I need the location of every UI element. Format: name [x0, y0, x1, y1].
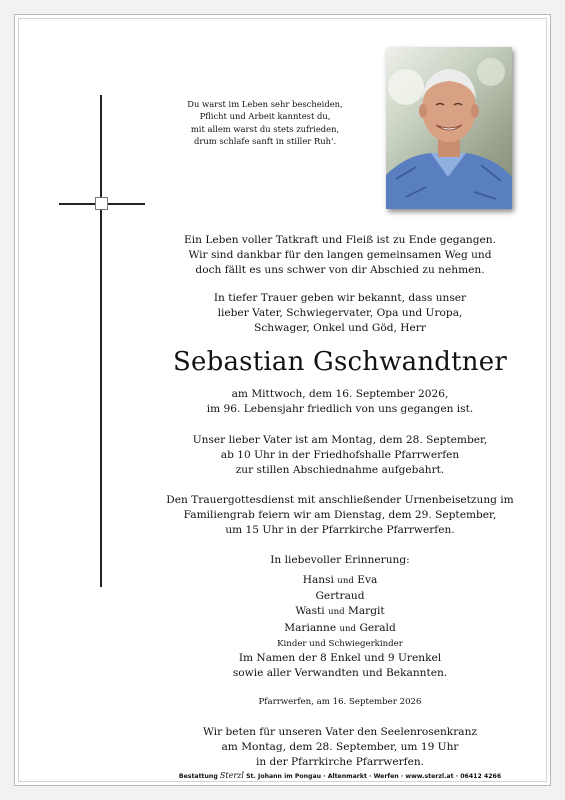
family-name: Hansi	[302, 574, 334, 586]
viewing-notice	[155, 433, 525, 479]
funeral-line: Den Trauergottesdienst mit anschließender Urnenbeisetzung im	[166, 494, 514, 506]
announcement-line: In tiefer Trauer geben wir bekannt, dass unser	[213, 292, 467, 304]
family-name: Eva	[357, 574, 378, 586]
footer-prefix: Bestattung	[178, 773, 218, 780]
announcement-text	[155, 291, 525, 337]
funeral-home-logo: Sterzl	[219, 771, 244, 780]
verse-line: drum schlafe sanft in stiller Ruh'.	[193, 136, 337, 147]
rosary-line: am Montag, dem 28. September, um 19 Uhr	[221, 741, 459, 754]
intro-line: Wir sind dankbar für den langen gemeinsamen Weg und	[188, 249, 492, 262]
obituary-page	[14, 14, 551, 786]
viewing-line: ab 10 Uhr in der Friedhofshalle Pfarrwerfen	[220, 449, 460, 462]
family-row-2: Gertraud	[315, 590, 365, 603]
death-line: im 96. Lebensjahr friedlich von uns gegangen ist.	[206, 403, 474, 416]
intro-text	[155, 233, 525, 279]
verse-line: mit allem warst du stets zufrieden,	[190, 123, 340, 134]
rosary-line: Wir beten für unseren Vater den Seelenrosenkranz	[203, 726, 477, 738]
family-list	[155, 573, 525, 652]
memory-heading: In liebevoller Erinnerung:	[270, 554, 410, 566]
grandchildren-note	[155, 651, 525, 681]
cross-center-square	[95, 197, 108, 210]
intro-line: Ein Leben voller Tatkraft und Fleiß ist zu Ende gegangen.	[184, 234, 496, 246]
place-date: Pfarrwerfen, am 16. September 2026	[258, 697, 422, 707]
family-name: Marianne	[284, 621, 337, 634]
family-name: Wasti	[295, 605, 325, 618]
funeral-home-footer	[155, 771, 525, 780]
family-row-3	[155, 604, 525, 620]
verse-line: Pflicht und Arbeit kanntest du,	[199, 111, 331, 122]
family-name: Margit	[348, 605, 385, 618]
funeral-line: um 15 Uhr in der Pfarrkirche Pfarrwerfen.	[225, 524, 455, 537]
cross-vertical-beam	[100, 95, 102, 587]
and-word: und	[328, 607, 345, 618]
children-note: Kinder und Schwiegerkinder	[277, 638, 403, 649]
rosary-line: in der Pfarrkirche Pfarrwerfen.	[255, 756, 425, 769]
family-row-1	[155, 573, 525, 589]
verse-line: Du warst im Leben sehr bescheiden,	[187, 99, 343, 109]
portrait-photo	[386, 47, 512, 209]
grandchildren-line: sowie aller Verwandten und Bekannten.	[232, 667, 448, 680]
and-word: und	[339, 623, 357, 634]
portrait-illustration	[386, 47, 512, 209]
viewing-line: Unser lieber Vater ist am Montag, dem 28. September,	[192, 434, 488, 446]
grandchildren-line: Im Namen der 8 Enkel und 9 Urenkel	[238, 652, 442, 664]
announcement-line: Schwager, Onkel und Göd, Herr	[254, 322, 426, 335]
memorial-verse	[155, 98, 375, 148]
and-word: und	[337, 576, 354, 586]
death-notice	[155, 387, 525, 417]
intro-line: doch fällt es uns schwer von dir Abschied zu nehmen.	[195, 264, 485, 277]
funeral-line: Familiengrab feiern wir am Dienstag, dem 29. September,	[183, 509, 497, 522]
death-line: am Mittwoch, dem 16. September 2026,	[231, 388, 449, 400]
funeral-notice	[155, 493, 525, 539]
deceased-name: Sebastian Gschwandtner	[173, 347, 507, 377]
footer-details: St. Johann im Pongau · Altenmarkt · Werfen · www.sterzl.at · 06412 4266	[246, 773, 502, 780]
family-name: Gerald	[359, 621, 396, 634]
family-row-4	[155, 621, 525, 637]
announcement-line: lieber Vater, Schwiegervater, Opa und Uropa,	[217, 307, 463, 320]
viewing-line: zur stillen Abschiednahme aufgebahrt.	[235, 464, 445, 477]
rosary-notice	[155, 725, 525, 771]
